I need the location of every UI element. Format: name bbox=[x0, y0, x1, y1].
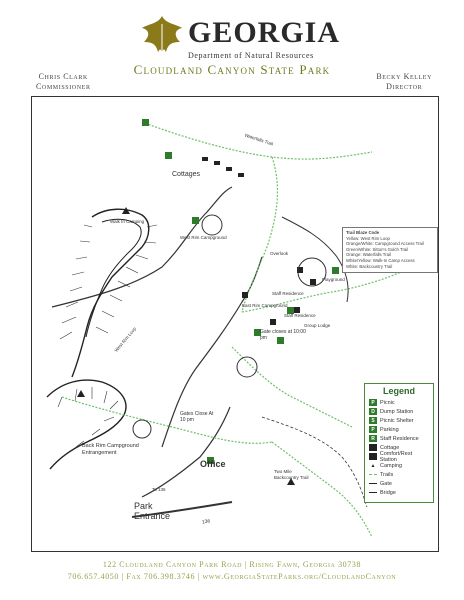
right-official-name: Becky Kelley bbox=[376, 72, 432, 81]
label-gates-close-bottom: Gates Close At 10 pm bbox=[180, 411, 214, 423]
legend-symbol-icon: P bbox=[369, 426, 377, 433]
label-playground: Playground bbox=[322, 277, 345, 282]
legend-symbol-icon bbox=[369, 453, 377, 460]
west-canyon-rim-2 bbox=[86, 219, 141, 337]
trail-code-title: Trail Blaze Code bbox=[346, 230, 380, 235]
legend-title: Legend bbox=[382, 386, 415, 396]
trail-code-line: Yellow: West Rim Loop bbox=[346, 235, 390, 241]
label-west-rim-loop: West Rim Loop bbox=[113, 326, 138, 353]
legend-label: Trails bbox=[380, 471, 394, 478]
legend-item bbox=[369, 425, 429, 434]
legend-list bbox=[369, 398, 429, 497]
legend-symbol-icon: P bbox=[369, 399, 377, 406]
georgia-dnr-logo bbox=[140, 14, 340, 64]
logo-title: GEORGIA bbox=[188, 16, 341, 49]
loop-south bbox=[133, 420, 151, 438]
east-rim-road bbox=[282, 217, 348, 302]
legend-label: Bridge bbox=[380, 489, 396, 496]
legend-label: Picnic bbox=[380, 399, 395, 406]
label-group-lodge: Group Lodge bbox=[304, 323, 331, 328]
leaf-icon bbox=[140, 14, 184, 60]
label-waterfalls-trail: Waterfalls Trail bbox=[243, 132, 274, 147]
legend-item bbox=[369, 407, 429, 416]
legend-item bbox=[369, 452, 429, 461]
legend-item bbox=[369, 488, 429, 497]
legend-item bbox=[369, 479, 429, 488]
right-official-title: Director bbox=[386, 82, 423, 91]
trails bbox=[62, 122, 412, 537]
trail-code-line: Green/White: Sitton's Gulch Trail bbox=[346, 246, 409, 252]
legend-label: Picnic Shelter bbox=[380, 417, 414, 424]
legend-label: Camping bbox=[380, 462, 403, 469]
header bbox=[0, 0, 464, 100]
right-official bbox=[376, 72, 432, 92]
legend-symbol-icon bbox=[369, 444, 377, 451]
trail-code-line: Orange/White: Campground Access Trail bbox=[346, 241, 424, 247]
label-to-road: To 136 bbox=[152, 487, 166, 492]
left-official-name: Chris Clark bbox=[38, 72, 88, 81]
legend-symbol-icon: R bbox=[369, 435, 377, 442]
trail-code-line: White/Yellow: Walk-In Camp Access bbox=[346, 257, 415, 263]
legend-label: Cottage bbox=[380, 444, 400, 451]
legend-item bbox=[369, 416, 429, 425]
label-west-rim-campground: West Rim Campground bbox=[180, 235, 227, 240]
legend-symbol-icon bbox=[369, 474, 377, 475]
park-name: Cloudland Canyon State Park bbox=[133, 62, 331, 77]
legend-symbol-icon bbox=[369, 483, 377, 484]
east-trail bbox=[262, 417, 367, 507]
trail-code-line: Orange: Waterfalls Trail bbox=[346, 252, 391, 258]
trail-color-code bbox=[342, 227, 438, 273]
left-official-title: Commissioner bbox=[36, 82, 91, 91]
legend-item bbox=[369, 398, 429, 407]
legend-item bbox=[369, 434, 429, 443]
label-staff-residence-1: Staff Residence bbox=[272, 291, 304, 296]
west-canyon-rim bbox=[72, 209, 149, 377]
legend-symbol-icon: ▲ bbox=[370, 462, 376, 469]
label-gate-closes: Gate closes at 10:00 pm bbox=[260, 329, 306, 341]
label-back-rim-campground: Back Rim Campground Entrangement bbox=[82, 443, 139, 456]
legend-label: Parking bbox=[380, 426, 399, 433]
legend-label: Gate bbox=[380, 480, 392, 487]
legend-symbol-icon: D bbox=[369, 408, 377, 415]
legend-item bbox=[369, 470, 429, 479]
legend-label: Dump Station bbox=[380, 408, 414, 415]
map-legend bbox=[364, 383, 434, 503]
loop-mid bbox=[237, 357, 257, 377]
legend-symbol-icon: S bbox=[369, 417, 377, 424]
loop-west bbox=[202, 215, 222, 235]
legend-label: Staff Residence bbox=[380, 435, 419, 442]
legend-symbol-icon bbox=[369, 492, 377, 493]
label-highway: 136 bbox=[201, 518, 211, 526]
label-east-rim-campground: East Rim Campground bbox=[242, 303, 288, 308]
label-two-mile-trail: Two Mile Backcountry Trail bbox=[274, 469, 309, 480]
footer-contact: 706.657.4050 | Fax 706.398.3746 | www.GeorgiaStateParks.org/CloudlandCanyon bbox=[67, 572, 397, 581]
trail-code-line: White: Backcountry Trail bbox=[346, 263, 393, 269]
legend-label: Comfort/Rest Station bbox=[379, 450, 413, 463]
label-park-entrance: Park Entrance bbox=[134, 501, 171, 521]
label-office: Office bbox=[200, 459, 226, 469]
lower-canyon-hachures bbox=[58, 387, 118, 447]
footer-address: 122 Cloudland Canyon Park Road | Rising Fawn, Georgia 30738 bbox=[102, 560, 362, 569]
label-staff-residence-2: Staff Residence bbox=[284, 313, 316, 318]
label-walk-in-camping: Walk In Camping bbox=[110, 219, 145, 224]
logo-subtitle: Department of Natural Resources bbox=[188, 51, 314, 60]
label-overlook: Overlook bbox=[270, 251, 289, 256]
structures bbox=[202, 157, 316, 325]
park-map[interactable] bbox=[31, 96, 439, 552]
label-cottages: Cottages bbox=[172, 171, 201, 178]
